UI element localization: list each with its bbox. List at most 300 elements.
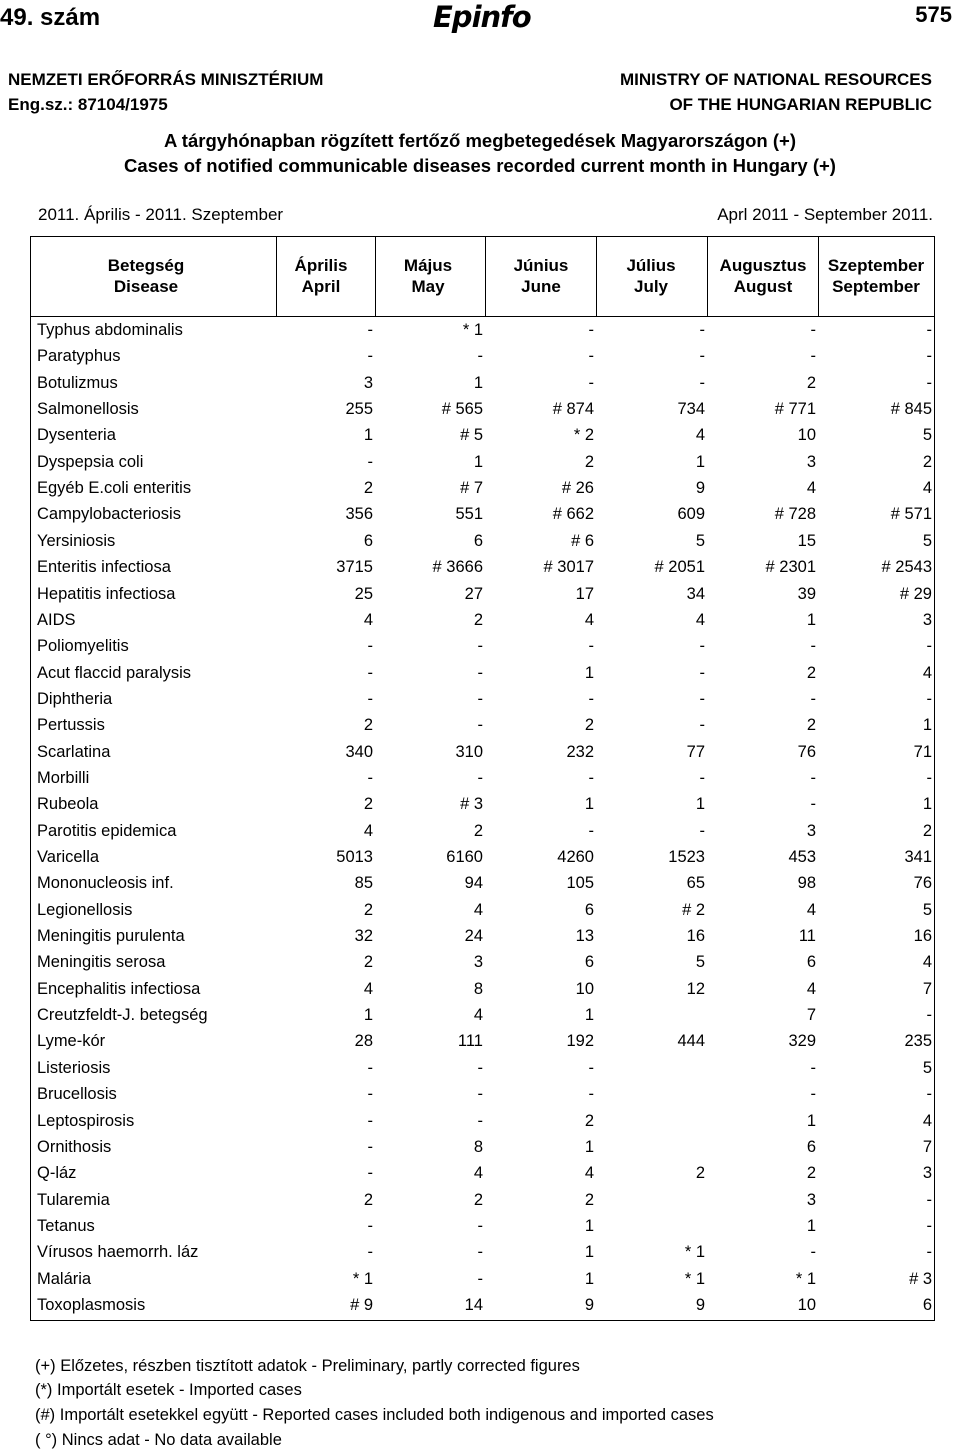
disease-name: Malária (37, 1269, 92, 1288)
cell-april: 255 (345, 400, 373, 419)
disease-name: Rubeola (37, 795, 99, 814)
cell-september: 7 (922, 979, 932, 998)
table-row (37, 716, 934, 742)
cell-august: - (810, 768, 816, 787)
disease-name: Creutzfeldt-J. betegség (37, 1006, 208, 1025)
table-row (37, 453, 934, 479)
cell-april: 25 (354, 584, 373, 603)
disease-name: Q-láz (37, 1164, 77, 1183)
table-row (37, 1296, 934, 1322)
cell-april: 2 (363, 795, 373, 814)
cell-may: 8 (473, 979, 483, 998)
cell-august: # 2301 (765, 558, 816, 577)
column-header-en: September (832, 277, 920, 296)
cell-august: 3 (806, 821, 816, 840)
cell-june: - (588, 373, 594, 392)
cell-september: 5 (922, 1058, 932, 1077)
cell-september: - (926, 1085, 932, 1104)
cell-june: 4260 (557, 848, 594, 866)
disease-name: Brucellosis (37, 1085, 117, 1104)
cell-september: 4 (922, 663, 932, 682)
column-header-en: May (411, 277, 445, 296)
column-header-may (373, 255, 483, 297)
cell-may: - (477, 716, 483, 735)
column-header-en: April (301, 277, 341, 296)
cell-may: 111 (457, 1032, 483, 1051)
cell-june: - (588, 689, 594, 708)
cell-july: - (699, 716, 705, 735)
table-row (37, 1270, 934, 1296)
table-row (37, 558, 934, 584)
disease-name: Hepatitis infectiosa (37, 584, 176, 603)
cell-april: 2 (363, 900, 373, 919)
disease-name: Varicella (37, 848, 100, 866)
cell-may: - (477, 768, 483, 787)
disease-name: Tetanus (37, 1216, 95, 1235)
cell-september: 2 (922, 452, 932, 471)
disease-name: Typhus abdominalis (37, 321, 183, 339)
cell-june: 4 (584, 610, 594, 629)
cell-june: - (588, 821, 594, 840)
cell-june: # 662 (552, 505, 594, 524)
header-column-divider (596, 237, 597, 317)
cell-august: 2 (806, 1164, 816, 1183)
cell-june: # 6 (571, 531, 594, 550)
footnote-included: (#) Importált esetekkel együtt - Reported cases included both indigenous and imported cases (35, 1406, 714, 1424)
disease-name: Botulizmus (37, 373, 118, 392)
cell-august: 15 (797, 531, 816, 550)
cell-august: 1 (806, 1216, 816, 1235)
cell-april: # 9 (350, 1295, 373, 1314)
cell-september: - (926, 689, 932, 708)
cell-july: 1 (695, 452, 705, 471)
cell-april: - (367, 1085, 373, 1104)
cell-september: # 571 (890, 505, 932, 524)
cell-may: 94 (464, 874, 483, 893)
cell-june: 105 (566, 874, 594, 893)
column-header-en: August (733, 277, 793, 296)
disease-table (30, 236, 935, 1321)
cell-september: 2 (922, 821, 932, 840)
cell-june: 4 (584, 1164, 594, 1183)
cell-june: # 3017 (543, 558, 594, 577)
cell-august: 2 (806, 373, 816, 392)
table-row (37, 848, 934, 874)
cell-april: - (367, 663, 373, 682)
cell-june: 1 (584, 1006, 594, 1025)
table-row (37, 637, 934, 663)
header-column-divider (707, 237, 708, 317)
disease-name: Encephalitis infectiosa (37, 979, 201, 998)
disease-name: Dysenteria (37, 426, 116, 445)
table-row (37, 1032, 934, 1058)
cell-july: 734 (677, 400, 705, 419)
cell-june: 6 (584, 953, 594, 972)
cell-august: # 728 (774, 505, 816, 524)
cell-july: - (699, 689, 705, 708)
disease-name: Dyspepsia coli (37, 452, 144, 471)
cell-august: 4 (806, 900, 816, 919)
cell-june: 2 (584, 1111, 594, 1130)
cell-august: 3 (806, 452, 816, 471)
cell-september: - (926, 1216, 932, 1235)
cell-june: 1 (584, 1216, 594, 1235)
cell-september: 5 (922, 426, 932, 445)
cell-august: 39 (797, 584, 816, 603)
cell-may: # 565 (441, 400, 483, 419)
cell-july: - (699, 821, 705, 840)
cell-september: - (926, 637, 932, 656)
cell-september: 4 (922, 953, 932, 972)
column-header-august (703, 255, 823, 297)
cell-august: 4 (806, 979, 816, 998)
cell-may: - (477, 637, 483, 656)
column-header-en: July (633, 277, 669, 296)
cell-april: 356 (345, 505, 373, 524)
disease-name: Egyéb E.coli enteritis (37, 479, 192, 498)
cell-september: 16 (913, 927, 932, 946)
cell-august: - (810, 1058, 816, 1077)
cell-may: - (477, 1216, 483, 1235)
cell-june: 2 (584, 1190, 594, 1209)
cell-may: 4 (473, 1164, 483, 1183)
cell-september: 7 (922, 1137, 932, 1156)
cell-august: 1 (806, 610, 816, 629)
cell-april: - (367, 1111, 373, 1130)
cell-august: 7 (806, 1006, 816, 1025)
disease-name: AIDS (37, 610, 76, 629)
cell-april: 2 (363, 953, 373, 972)
cell-june: 17 (575, 584, 594, 603)
column-header-hu: Június (513, 256, 569, 275)
period-hu: 2011. Április - 2011. Szeptember (38, 205, 284, 224)
column-header-hu: Betegség (107, 256, 185, 275)
registration-number: Eng.sz.: 87104/1975 (8, 95, 168, 114)
cell-july: * 1 (684, 1243, 705, 1262)
disease-name: Poliomyelitis (37, 637, 129, 656)
disease-name: Lyme-kór (37, 1032, 106, 1051)
table-row (37, 321, 934, 347)
disease-name: Ornithosis (37, 1137, 112, 1156)
column-header-april (261, 255, 381, 297)
cell-july: 9 (695, 1295, 705, 1314)
table-row (37, 1006, 934, 1032)
table-row (37, 901, 934, 927)
table-row (37, 1243, 934, 1269)
cell-september: - (926, 1006, 932, 1025)
cell-june: 9 (584, 1295, 594, 1314)
column-header-hu: Augusztus (719, 256, 807, 275)
disease-name: Yersiniosis (37, 531, 116, 550)
cell-september: 1 (922, 716, 932, 735)
cell-may: 4 (473, 900, 483, 919)
column-header-hu: Május (403, 256, 453, 275)
cell-april: - (367, 768, 373, 787)
cell-june: - (588, 1085, 594, 1104)
period-en: Aprl 2011 - September 2011. (717, 205, 933, 224)
table-row (37, 585, 934, 611)
table-row (37, 479, 934, 505)
header-column-divider (485, 237, 486, 317)
cell-april: - (367, 637, 373, 656)
cell-july: 1523 (668, 848, 705, 866)
header-column-divider (818, 237, 819, 317)
cell-may: 2 (473, 610, 483, 629)
disease-name: Parotitis epidemica (37, 821, 177, 840)
cell-april: 2 (363, 1190, 373, 1209)
cell-august: 4 (806, 479, 816, 498)
cell-april: 1 (363, 426, 373, 445)
cell-april: 6 (363, 531, 373, 550)
cell-may: 3 (473, 953, 483, 972)
column-header-september (821, 255, 931, 297)
cell-september: - (926, 347, 932, 366)
footnote-preliminary: (+) Előzetes, részben tisztított adatok - Preliminary, partly corrected figures (35, 1357, 580, 1375)
cell-june: * 2 (573, 426, 594, 445)
table-row (37, 822, 934, 848)
cell-september: 6 (922, 1295, 932, 1314)
cell-may: - (477, 689, 483, 708)
cell-june: 6 (584, 900, 594, 919)
cell-august: 2 (806, 716, 816, 735)
cell-may: - (477, 1058, 483, 1077)
cell-april: 3715 (336, 558, 373, 577)
table-row (37, 743, 934, 769)
cell-may: - (477, 1243, 483, 1262)
cell-august: - (810, 795, 816, 814)
cell-may: 551 (455, 505, 483, 524)
table-row (37, 980, 934, 1006)
cell-may: 27 (464, 584, 483, 603)
column-header-hu: Április (294, 256, 348, 275)
disease-name: Legionellosis (37, 900, 133, 919)
cell-september: 5 (922, 900, 932, 919)
cell-july: 5 (695, 953, 705, 972)
table-row (37, 927, 934, 953)
cell-july: # 2051 (654, 558, 705, 577)
cell-june: # 26 (561, 479, 594, 498)
cell-september: 341 (904, 848, 932, 866)
cell-august: - (810, 637, 816, 656)
cell-june: - (588, 347, 594, 366)
cell-july: 2 (695, 1164, 705, 1183)
table-row (37, 400, 934, 426)
cell-september: 4 (922, 1111, 932, 1130)
disease-name: Leptospirosis (37, 1111, 135, 1130)
cell-august: * 1 (795, 1269, 816, 1288)
cell-may: - (477, 1085, 483, 1104)
cell-june: 13 (575, 927, 594, 946)
cell-september: 71 (913, 742, 932, 761)
cell-june: 1 (584, 795, 594, 814)
cell-july: - (699, 663, 705, 682)
cell-may: - (477, 1111, 483, 1130)
cell-august: 76 (797, 742, 816, 761)
disease-name: Paratyphus (37, 347, 121, 366)
cell-august: 3 (806, 1190, 816, 1209)
cell-september: # 2543 (881, 558, 932, 577)
cell-april: 4 (363, 821, 373, 840)
cell-september: - (926, 1243, 932, 1262)
cell-april: 4 (363, 979, 373, 998)
disease-name: Tularemia (37, 1190, 110, 1209)
table-row (37, 1191, 934, 1217)
cell-june: 1 (584, 663, 594, 682)
cell-may: 1 (473, 373, 483, 392)
cell-august: 329 (788, 1032, 816, 1051)
cell-august: 98 (797, 874, 816, 893)
cell-april: 4 (363, 610, 373, 629)
cell-may: - (477, 347, 483, 366)
disease-name: Morbilli (37, 768, 90, 787)
cell-july: 4 (695, 426, 705, 445)
cell-april: * 1 (352, 1269, 373, 1288)
cell-july: - (699, 373, 705, 392)
cell-july: * 1 (684, 1269, 705, 1288)
cell-july: 5 (695, 531, 705, 550)
disease-name: Meningitis serosa (37, 953, 166, 972)
document-title-en: Cases of notified communicable diseases recorded current month in Hungary (+) (124, 155, 836, 176)
cell-may: 1 (473, 452, 483, 471)
cell-july: 9 (695, 479, 705, 498)
cell-july: 77 (686, 742, 705, 761)
column-header-disease (81, 255, 211, 297)
page-number: 575 (915, 2, 952, 27)
cell-may: 24 (464, 927, 483, 946)
cell-may: - (477, 1269, 483, 1288)
cell-may: 2 (473, 1190, 483, 1209)
table-row (37, 611, 934, 637)
table-row (37, 1059, 934, 1085)
cell-april: - (367, 347, 373, 366)
cell-august: 453 (788, 848, 816, 866)
cell-september: # 29 (899, 584, 932, 603)
cell-april: - (367, 1164, 373, 1183)
cell-june: 1 (584, 1137, 594, 1156)
ministry-name-hu: NEMZETI ERŐFORRÁS MINISZTÉRIUM (8, 70, 324, 89)
cell-june: - (588, 637, 594, 656)
cell-april: 1 (363, 1006, 373, 1025)
disease-name: Pertussis (37, 716, 105, 735)
cell-august: - (810, 321, 816, 339)
cell-april: - (367, 452, 373, 471)
cell-june: 2 (584, 452, 594, 471)
table-row (37, 874, 934, 900)
cell-july: - (699, 347, 705, 366)
table-row (37, 664, 934, 690)
cell-april: 5013 (336, 848, 373, 866)
cell-june: 2 (584, 716, 594, 735)
column-header-july (596, 255, 706, 297)
header-column-divider (375, 237, 376, 317)
cell-september: 235 (904, 1032, 932, 1051)
cell-may: 2 (473, 821, 483, 840)
cell-august: - (810, 689, 816, 708)
cell-june: 1 (584, 1269, 594, 1288)
disease-name: Vírusos haemorrh. láz (37, 1243, 199, 1262)
cell-april: 3 (363, 373, 373, 392)
ministry-name-en-line1: MINISTRY OF NATIONAL RESOURCES (619, 70, 932, 89)
cell-august: 6 (806, 1137, 816, 1156)
cell-september: - (926, 373, 932, 392)
document-title-hu: A tárgyhónapban rögzített fertőző megbetegedések Magyarországon (+) (163, 130, 796, 151)
cell-september: # 3 (909, 1269, 932, 1288)
table-row (37, 1112, 934, 1138)
cell-july: 34 (686, 584, 705, 603)
cell-august: 10 (797, 426, 816, 445)
footnote-imported: (*) Importált esetek - Imported cases (35, 1381, 302, 1399)
column-header-hu: Szeptember (827, 256, 925, 275)
table-row (37, 953, 934, 979)
table-row (37, 426, 934, 452)
table-row (37, 1217, 934, 1243)
disease-name: Scarlatina (37, 742, 111, 761)
cell-september: 4 (922, 479, 932, 498)
cell-july: - (699, 637, 705, 656)
cell-april: - (367, 321, 373, 339)
cell-may: # 7 (460, 479, 483, 498)
disease-name: Listeriosis (37, 1058, 111, 1077)
table-row (37, 347, 934, 373)
table-row (37, 374, 934, 400)
cell-july: 12 (686, 979, 705, 998)
disease-name: Mononucleosis inf. (37, 874, 174, 893)
cell-may: 6 (473, 531, 483, 550)
cell-august: 6 (806, 953, 816, 972)
cell-april: - (367, 1058, 373, 1077)
brand-logo: Epinfo (433, 0, 531, 34)
cell-august: 2 (806, 663, 816, 682)
cell-september: 76 (913, 874, 932, 893)
cell-september: 5 (922, 531, 932, 550)
cell-may: - (477, 663, 483, 682)
table-row (37, 532, 934, 558)
column-header-hu: Július (626, 256, 676, 275)
table-row (37, 1164, 934, 1190)
cell-april: 32 (354, 927, 373, 946)
cell-august: 11 (798, 927, 816, 946)
cell-april: - (367, 1243, 373, 1262)
cell-june: 192 (566, 1032, 594, 1051)
cell-may: 310 (455, 742, 483, 761)
cell-july: 1 (695, 795, 705, 814)
cell-july: 16 (686, 927, 705, 946)
cell-july: - (699, 768, 705, 787)
disease-name: Acut flaccid paralysis (37, 663, 192, 682)
cell-april: 340 (345, 742, 373, 761)
cell-april: 85 (354, 874, 373, 893)
cell-august: 10 (797, 1295, 816, 1314)
cell-june: 10 (575, 979, 594, 998)
footnote-no-data: ( °) Nincs adat - No data available (35, 1431, 282, 1449)
cell-august: # 771 (774, 400, 816, 419)
cell-april: 28 (354, 1032, 373, 1051)
cell-september: # 845 (890, 400, 932, 419)
cell-june: - (588, 1058, 594, 1077)
cell-june: 232 (566, 742, 594, 761)
cell-september: - (926, 1190, 932, 1209)
cell-april: - (367, 1216, 373, 1235)
cell-may: # 3666 (432, 558, 483, 577)
table-row (37, 505, 934, 531)
table-row (37, 769, 934, 795)
cell-july: 65 (686, 874, 705, 893)
cell-may: 8 (473, 1137, 483, 1156)
cell-july: 444 (677, 1032, 705, 1051)
cell-april: - (367, 689, 373, 708)
column-header-en: June (521, 277, 561, 296)
cell-september: 1 (922, 795, 932, 814)
